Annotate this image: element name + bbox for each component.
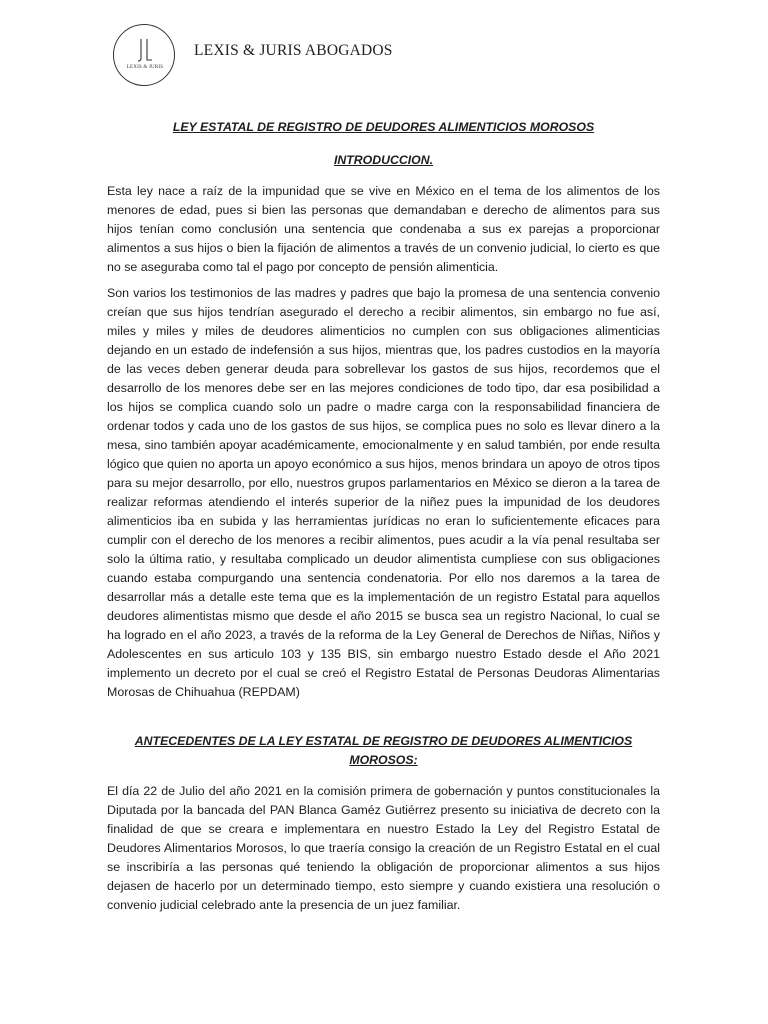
intro-paragraph-1: Esta ley nace a raíz de la impunidad que se vive en México en el tema de los alimentos de los menores de edad, pues si bien las personas que demandaban e derecho de alimentos para sus hijos tenían como conclusión una sentencia que condenaba a sus ex parejas a proporcionar alimentos a sus hijos o bien la fijación de alimentos a través de un convenio judicial, lo cierto es que no se aseguraba como tal el pago por concepto de pensión alimenticia. [107, 184, 660, 274]
intro-paragraph-2: Son varios los testimonios de las madres y padres que bajo la promesa de una sentencia convenio creían que sus hijos tendrían asegurado el derecho a recibir alimentos, sin embargo no fue así, miles y miles y miles de deudores alimenticios no cumplen con sus obligaciones alimenticias dejando en un estado de indefensión a sus hijos, mientras que, los padres custodios en la mayoría de las veces deben generar deuda para sobrellevar los gastos de sus hijos, recordemos que el desarrollo de los menores debe ser en las mejores condiciones de todo tipo, dar esa posibilidad a los hijos se complica cuando solo un padre o madre carga con la responsabilidad financiera de ordenar todos y cada uno de los gastos de sus hijos, se complica pues no solo es llevar dinero a la mesa, sino también apoyar académicamente, emocionalmente y en salud también, por ende resulta lógico que quien no aporta un apoyo económico a sus hijos, menos brindara un apoyo de otros tipos para su mejor desarrollo, por ello, nuestros grupos parlamentarios en México se dieron a la tarea de realizar reformas atendiendo el interés superior de la niñez pues la impunidad de los deudores alimenticios iba en subida y las herramientas jurídicas no eran lo suficientemente eficaces para cumplir con el derecho de los menores a recibir alimentos, pues acudir a la vía penal resultaba ser solo la última ratio, y resultaba complicado un deudor alimentista cumpliese con sus obligaciones cuando estaba compurgando una sentencia condenatoria. Por ello nos daremos a la tarea de desarrollar más a detalle este tema que es la implementación de un registro Estatal para aquellos deudores alimentistas mismo que desde el año 2015 se busca sea un registro Nacional, lo cual se ha logrado en el año 2023, a través de la reforma de la Ley General de Derechos de Niñas, Niños y Adolescentes en sus articulo 103 y 135 BIS, sin embargo nuestro Estado desde el Año 2021 implemento un decreto por el cual se creó el Registro Estatal de Personas Deudoras Alimentarias Morosas de Chihuahua (REPDAM) [107, 286, 660, 699]
logo-caption: LEXIS & JURIS [126, 65, 164, 70]
scales-monogram-icon [114, 25, 176, 87]
antecedentes-heading: ANTECEDENTES DE LA LEY ESTATAL DE REGISTRO DE DEUDORES ALIMENTICIOS MOROSOS: [134, 734, 633, 767]
antecedentes-paragraph: El día 22 de Julio del año 2021 en la comisión primera de gobernación y puntos constitucionales la Diputada por la bancada del PAN Blanca Gaméz Gutiérrez presento su iniciativa de decreto con la finalidad de que se creara e implementara en nuestro Estado la Ley del Registro Estatal de Deudores Alimentarios Morosos, lo que traería consigo la creación de un Registro Estatal en el cual se inscribiría a las personas qué teniendo la obligación de proporcionar alimentos a sus hijos dejasen de hacerlo por un determinado tiempo, esto siempre y cuando existiera una resolución o convenio judicial celebrado ante la presencia de un juez familiar. [107, 784, 660, 912]
firm-name: LEXIS & JURIS ABOGADOS [194, 42, 393, 59]
letterhead [113, 22, 393, 88]
intro-heading: INTRODUCCION. [333, 153, 434, 167]
firm-logo [113, 24, 175, 86]
document-title: LEY ESTATAL DE REGISTRO DE DEUDORES ALIMENTICIOS MOROSOS [172, 120, 595, 134]
document-body [107, 118, 660, 922]
